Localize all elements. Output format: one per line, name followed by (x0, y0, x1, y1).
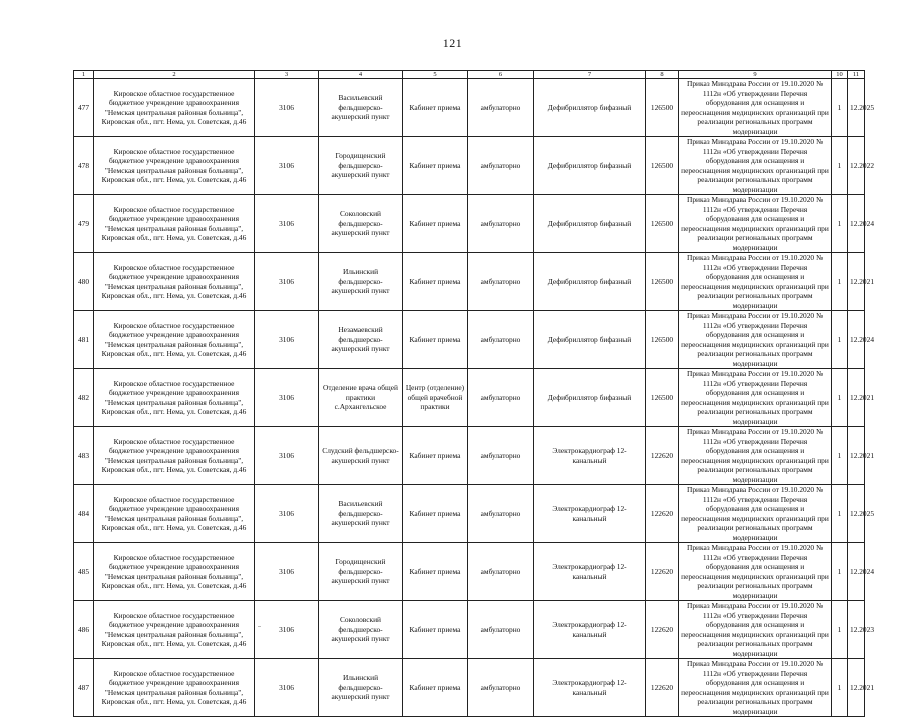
quantity-cell: 1 (832, 137, 848, 195)
quantity-cell: 1 (832, 253, 848, 311)
column-number: 9 (679, 71, 832, 79)
table-row (74, 311, 865, 369)
equipment-table (73, 70, 875, 717)
row-number-cell: 479 (74, 195, 94, 253)
care-type-cell: амбулаторно (468, 79, 534, 137)
column-number: 1 (74, 71, 94, 79)
equipment-code-cell: 122620 (646, 601, 679, 659)
table-row (74, 79, 865, 137)
date-cell: 12.2022 (848, 137, 865, 195)
table-row (74, 601, 865, 659)
row-number-cell: 483 (74, 427, 94, 485)
row-number-cell: 486 (74, 601, 94, 659)
subdivision-cell: Отделение врача общей практики с.Архангельское (319, 369, 403, 427)
subdivision-cell: Слудский фельдшерско-акушерский пункт (319, 427, 403, 485)
subdivision-cell: Городищенский фельдшерско-акушерский пункт (319, 543, 403, 601)
care-type-cell: амбулаторно (468, 369, 534, 427)
table-body (74, 71, 875, 717)
row-number-cell: 480 (74, 253, 94, 311)
care-type-cell: амбулаторно (468, 195, 534, 253)
equipment-name-cell: Дефибриллятор бифазный (534, 79, 646, 137)
care-type-cell: амбулаторно (468, 427, 534, 485)
subdivision-cell: Незамаевский фельдшерско-акушерский пункт (319, 311, 403, 369)
equipment-code-cell: 126500 (646, 137, 679, 195)
column-number: 3 (255, 71, 319, 79)
subdivision-cell: Соколовский фельдшерско-акушерский пункт (319, 601, 403, 659)
basis-document-cell: Приказ Минздрава России от 19.10.2020 № 1112н «Об утверждении Перечня оборудования для оснащения и переоснащения медицинских организаций при реализации региональных программ модернизации (679, 543, 832, 601)
table-row (74, 195, 865, 253)
room-cell: Центр (отделение) общей врачебной практики (403, 369, 468, 427)
table-row (74, 427, 865, 485)
column-number: 5 (403, 71, 468, 79)
date-cell: 12.2021 (848, 253, 865, 311)
equipment-name-cell: Дефибриллятор бифазный (534, 253, 646, 311)
org-code-cell: 3106 (255, 253, 319, 311)
quantity-cell: 1 (832, 311, 848, 369)
basis-document-cell: Приказ Минздрава России от 19.10.2020 № 1112н «Об утверждении Перечня оборудования для оснащения и переоснащения медицинских организаций при реализации региональных программ модернизации (679, 659, 832, 717)
column-number: 10 (832, 71, 848, 79)
basis-document-cell: Приказ Минздрава России от 19.10.2020 № 1112н «Об утверждении Перечня оборудования для оснащения и переоснащения медицинских организаций при реализации региональных программ модернизации (679, 485, 832, 543)
equipment-code-cell: 126500 (646, 253, 679, 311)
organization-cell: Кировское областное государственное бюджетное учреждение здравоохранения "Немская центральная районная больница", Кировская обл., пгт. Нема, ул. Советская, д.46 (94, 253, 255, 311)
room-cell: Кабинет приема (403, 601, 468, 659)
table-row (74, 485, 865, 543)
date-cell: 12.2023 (848, 601, 865, 659)
organization-cell: Кировское областное государственное бюджетное учреждение здравоохранения "Немская центральная районная больница", Кировская обл., пгт. Нема, ул. Советская, д.46 (94, 427, 255, 485)
page-number: 121 (442, 36, 463, 50)
room-cell: Кабинет приема (403, 543, 468, 601)
date-cell: 12.2025 (848, 79, 865, 137)
organization-cell: Кировское областное государственное бюджетное учреждение здравоохранения "Немская центральная районная больница", Кировская обл., пгт. Нема, ул. Советская, д.46 (94, 137, 255, 195)
org-code-cell: 3106 (255, 601, 319, 659)
column-number: 2 (94, 71, 255, 79)
org-code-cell: 3106 (255, 195, 319, 253)
date-cell: 12.2021 (848, 369, 865, 427)
care-type-cell: амбулаторно (468, 253, 534, 311)
row-number-cell: 477 (74, 79, 94, 137)
equipment-name-cell: Дефибриллятор бифазный (534, 369, 646, 427)
equipment-code-cell: 122620 (646, 427, 679, 485)
room-cell: Кабинет приема (403, 485, 468, 543)
organization-cell: Кировское областное государственное бюджетное учреждение здравоохранения "Немская центральная районная больница", Кировская обл., пгт. Нема, ул. Советская, д.46 (94, 195, 255, 253)
room-cell: Кабинет приема (403, 659, 468, 717)
date-cell: 12.2024 (848, 543, 865, 601)
column-number-row (74, 71, 865, 79)
equipment-code-cell: 126500 (646, 195, 679, 253)
equipment-code-cell: 122620 (646, 659, 679, 717)
quantity-cell: 1 (832, 601, 848, 659)
column-number: 7 (534, 71, 646, 79)
quantity-cell: 1 (832, 369, 848, 427)
equipment-name-cell: Дефибриллятор бифазный (534, 311, 646, 369)
room-cell: Кабинет приема (403, 311, 468, 369)
organization-cell: Кировское областное государственное бюджетное учреждение здравоохранения "Немская центральная районная больница", Кировская обл., пгт. Нема, ул. Советская, д.46 (94, 601, 255, 659)
basis-document-cell: Приказ Минздрава России от 19.10.2020 № 1112н «Об утверждении Перечня оборудования для оснащения и переоснащения медицинских организаций при реализации региональных программ модернизации (679, 427, 832, 485)
equipment-name-cell: Электрокардиограф 12-канальный (534, 485, 646, 543)
date-cell: 12.2024 (848, 311, 865, 369)
date-cell: 12.2021 (848, 427, 865, 485)
basis-document-cell: Приказ Минздрава России от 19.10.2020 № 1112н «Об утверждении Перечня оборудования для оснащения и переоснащения медицинских организаций при реализации региональных программ модернизации (679, 369, 832, 427)
equipment-code-cell: 126500 (646, 311, 679, 369)
column-number: 8 (646, 71, 679, 79)
room-cell: Кабинет приема (403, 79, 468, 137)
equipment-code-cell: 126500 (646, 79, 679, 137)
basis-document-cell: Приказ Минздрава России от 19.10.2020 № 1112н «Об утверждении Перечня оборудования для оснащения и переоснащения медицинских организаций при реализации региональных программ модернизации (679, 195, 832, 253)
care-type-cell: амбулаторно (468, 659, 534, 717)
subdivision-cell: Соколовский фельдшерско-акушерский пункт (319, 195, 403, 253)
equipment-name-cell: Дефибриллятор бифазный (534, 195, 646, 253)
row-number-cell: 482 (74, 369, 94, 427)
basis-document-cell: Приказ Минздрава России от 19.10.2020 № 1112н «Об утверждении Перечня оборудования для оснащения и переоснащения медицинских организаций при реализации региональных программ модернизации (679, 311, 832, 369)
org-code-cell: 3106 (255, 543, 319, 601)
date-cell: 12.2025 (848, 485, 865, 543)
table-row (74, 137, 865, 195)
table-row (74, 253, 865, 311)
subdivision-cell: Васильевский фельдшерско-акушерский пункт (319, 79, 403, 137)
organization-cell: Кировское областное государственное бюджетное учреждение здравоохранения "Немская центральная районная больница", Кировская обл., пгт. Нема, ул. Советская, д.46 (94, 485, 255, 543)
equipment-code-cell: 122620 (646, 485, 679, 543)
equipment-name-cell: Дефибриллятор бифазный (534, 137, 646, 195)
row-number-cell: 478 (74, 137, 94, 195)
organization-cell: Кировское областное государственное бюджетное учреждение здравоохранения "Немская центральная районная больница", Кировская обл., пгт. Нема, ул. Советская, д.46 (94, 79, 255, 137)
equipment-name-cell: Электрокардиограф 12-канальный (534, 543, 646, 601)
room-cell: Кабинет приема (403, 195, 468, 253)
row-number-cell: 481 (74, 311, 94, 369)
subdivision-cell: Городищенский фельдшерско-акушерский пункт (319, 137, 403, 195)
row-number-cell: 485 (74, 543, 94, 601)
quantity-cell: 1 (832, 543, 848, 601)
org-code-cell: 3106 (255, 427, 319, 485)
row-number-cell: 484 (74, 485, 94, 543)
room-cell: Кабинет приема (403, 137, 468, 195)
basis-document-cell: Приказ Минздрава России от 19.10.2020 № 1112н «Об утверждении Перечня оборудования для оснащения и переоснащения медицинских организаций при реализации региональных программ модернизации (679, 601, 832, 659)
equipment-code-cell: 126500 (646, 369, 679, 427)
basis-document-cell: Приказ Минздрава России от 19.10.2020 № 1112н «Об утверждении Перечня оборудования для оснащения и переоснащения медицинских организаций при реализации региональных программ модернизации (679, 137, 832, 195)
quantity-cell: 1 (832, 659, 848, 717)
basis-document-cell: Приказ Минздрава России от 19.10.2020 № 1112н «Об утверждении Перечня оборудования для оснащения и переоснащения медицинских организаций при реализации региональных программ модернизации (679, 253, 832, 311)
quantity-cell: 1 (832, 79, 848, 137)
care-type-cell: амбулаторно (468, 601, 534, 659)
care-type-cell: амбулаторно (468, 485, 534, 543)
row-number-cell: 487 (74, 659, 94, 717)
care-type-cell: амбулаторно (468, 543, 534, 601)
organization-cell: Кировское областное государственное бюджетное учреждение здравоохранения "Немская центральная районная больница", Кировская обл., пгт. Нема, ул. Советская, д.46 (94, 659, 255, 717)
subdivision-cell: Ильинский фельдшерско-акушерский пункт (319, 659, 403, 717)
quantity-cell: 1 (832, 427, 848, 485)
column-number: 6 (468, 71, 534, 79)
organization-cell: Кировское областное государственное бюджетное учреждение здравоохранения "Немская центральная районная больница", Кировская обл., пгт. Нема, ул. Советская, д.46 (94, 543, 255, 601)
equipment-name-cell: Электрокардиограф 12-канальный (534, 601, 646, 659)
org-code-cell: 3106 (255, 79, 319, 137)
org-code-cell: 3106 (255, 485, 319, 543)
date-cell: 12.2024 (848, 195, 865, 253)
basis-document-cell: Приказ Минздрава России от 19.10.2020 № 1112н «Об утверждении Перечня оборудования для оснащения и переоснащения медицинских организаций при реализации региональных программ модернизации (679, 79, 832, 137)
org-code-cell: 3106 (255, 659, 319, 717)
equipment-name-cell: Электрокардиограф 12-канальный (534, 427, 646, 485)
org-code-cell: 3106 (255, 369, 319, 427)
table-row (74, 369, 865, 427)
organization-cell: Кировское областное государственное бюджетное учреждение здравоохранения "Немская центральная районная больница", Кировская обл., пгт. Нема, ул. Советская, д.46 (94, 311, 255, 369)
org-code-cell: 3106 (255, 137, 319, 195)
room-cell: Кабинет приема (403, 253, 468, 311)
table-row (74, 659, 865, 717)
column-number: 11 (848, 71, 865, 79)
quantity-cell: 1 (832, 195, 848, 253)
equipment-code-cell: 122620 (646, 543, 679, 601)
column-number: 4 (319, 71, 403, 79)
scan-speck (258, 626, 261, 627)
date-cell: 12.2021 (848, 659, 865, 717)
room-cell: Кабинет приема (403, 427, 468, 485)
table-row (74, 543, 865, 601)
subdivision-cell: Ильинский фельдшерско-акушерский пункт (319, 253, 403, 311)
org-code-cell: 3106 (255, 311, 319, 369)
equipment-name-cell: Электрокардиограф 12-канальный (534, 659, 646, 717)
organization-cell: Кировское областное государственное бюджетное учреждение здравоохранения "Немская центральная районная больница", Кировская обл., пгт. Нема, ул. Советская, д.46 (94, 369, 255, 427)
care-type-cell: амбулаторно (468, 137, 534, 195)
quantity-cell: 1 (832, 485, 848, 543)
subdivision-cell: Васильевский фельдшерско-акушерский пункт (319, 485, 403, 543)
care-type-cell: амбулаторно (468, 311, 534, 369)
